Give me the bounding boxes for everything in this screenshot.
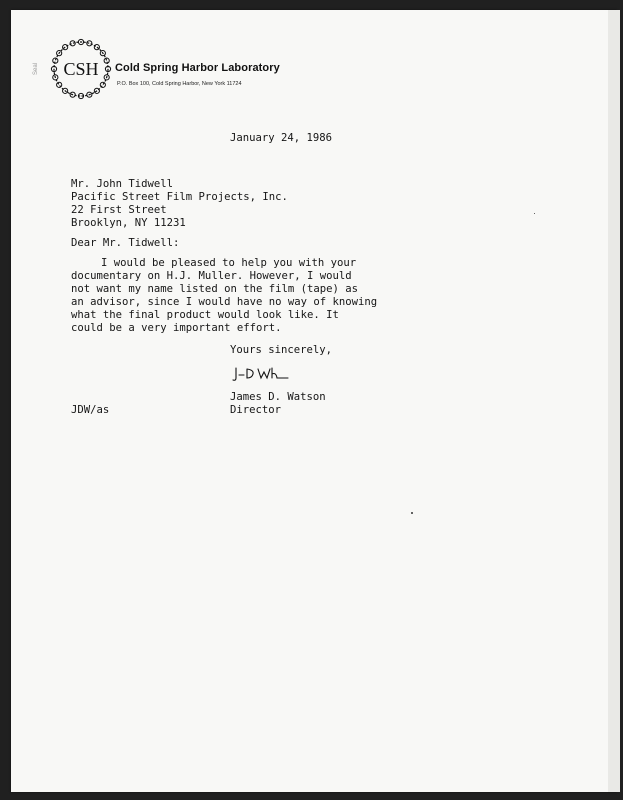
recipient-line: Brooklyn, NY 11231 xyxy=(71,217,186,229)
closing: Yours sincerely, xyxy=(230,344,333,356)
body-line: not want my name listed on the film (tape) as xyxy=(71,283,359,295)
logo-bead xyxy=(57,82,62,87)
body-line: an advisor, since I would have no way of knowing xyxy=(71,296,378,308)
recipient-line: Mr. John Tidwell xyxy=(71,178,174,190)
organization-address: P.O. Box 100, Cold Spring Harbor, New York 11724 xyxy=(117,81,242,87)
handwritten-signature xyxy=(230,364,290,386)
letter-date: January 24, 1986 xyxy=(230,132,333,144)
page-edge xyxy=(608,10,620,792)
recipient-line: 22 First Street xyxy=(71,204,167,216)
csh-logo-icon xyxy=(49,37,113,101)
salutation: Dear Mr. Tidwell: xyxy=(71,237,180,249)
body-line: could be a very important effort. xyxy=(71,322,282,334)
logo-text: CSH xyxy=(63,59,99,79)
organization-name: Cold Spring Harbor Laboratory xyxy=(115,62,280,74)
signer-title: Director xyxy=(230,404,282,416)
margin-note: Seal xyxy=(33,62,40,76)
logo-bead xyxy=(100,82,105,87)
body-line: what the final product would look like. It xyxy=(71,309,339,321)
body-line: I would be pleased to help you with your xyxy=(101,257,357,269)
body-line: documentary on H.J. Muller. However, I would xyxy=(71,270,352,282)
reference-initials: JDW/as xyxy=(71,404,110,416)
recipient-line: Pacific Street Film Projects, Inc. xyxy=(71,191,288,203)
paper-speck xyxy=(411,512,413,514)
logo-bead xyxy=(94,45,99,50)
paper-speck xyxy=(534,213,535,214)
signer-name: James D. Watson xyxy=(230,391,326,403)
